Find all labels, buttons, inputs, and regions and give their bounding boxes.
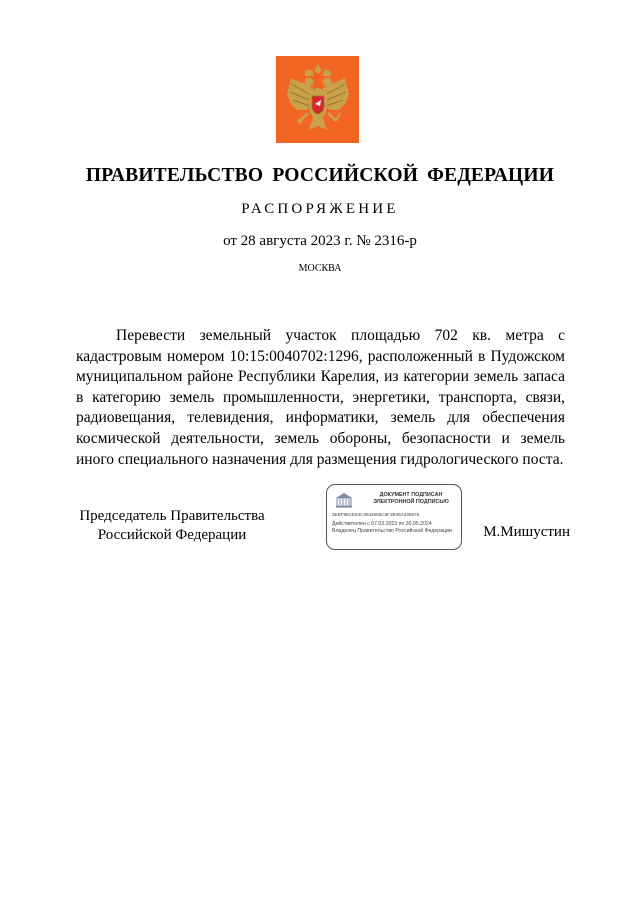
stamp-owner: Владелец Правительство Российской Федерации xyxy=(332,528,452,534)
government-title: ПРАВИТЕЛЬСТВО РОССИЙСКОЙ ФЕДЕРАЦИИ xyxy=(85,165,555,186)
document-city: МОСКВА xyxy=(298,263,342,274)
stamp-serial-number: 3EBF98CE53C4842666C6F3B46A33087E xyxy=(332,512,420,517)
signer-position xyxy=(72,507,272,544)
order-paragraph: Перевести земельный участок площадью 702 кв. метра с кадастровым номером 10:15:0040702:1296, расположенный в Пудожском муниципальном районе Республики Карелия, из категории земель запаса в категорию земель промышленности, энергетики, транспорта, связи, радиовещания, телевидения, информатики, земель для обеспечения космической деятельности, земель обороны, безопасности и земель иного специального назначения для размещения гидрологического поста. xyxy=(76,327,565,468)
signer-name: М.Мишустин xyxy=(483,524,570,540)
electronic-signature-stamp xyxy=(326,484,462,550)
stamp-title-line2: ЭЛЕКТРОННОЙ ПОДПИСЬЮ xyxy=(373,499,449,505)
signer-position-line2: Российской Федерации xyxy=(97,526,247,543)
stamp-validity: Действителен с 07.03.2023 по 30.05.2024 xyxy=(332,521,432,527)
signer-position-line1: Председатель Правительства xyxy=(79,508,265,524)
government-building-icon xyxy=(335,492,353,508)
stamp-title-line1: ДОКУМЕНТ ПОДПИСАН xyxy=(379,492,443,498)
document-date-number: от 28 августа 2023 г. № 2316-р xyxy=(223,233,417,249)
document-type: РАСПОРЯЖЕНИЕ xyxy=(241,201,399,217)
coat-of-arms-icon xyxy=(276,56,359,143)
stamp-title xyxy=(363,492,459,506)
